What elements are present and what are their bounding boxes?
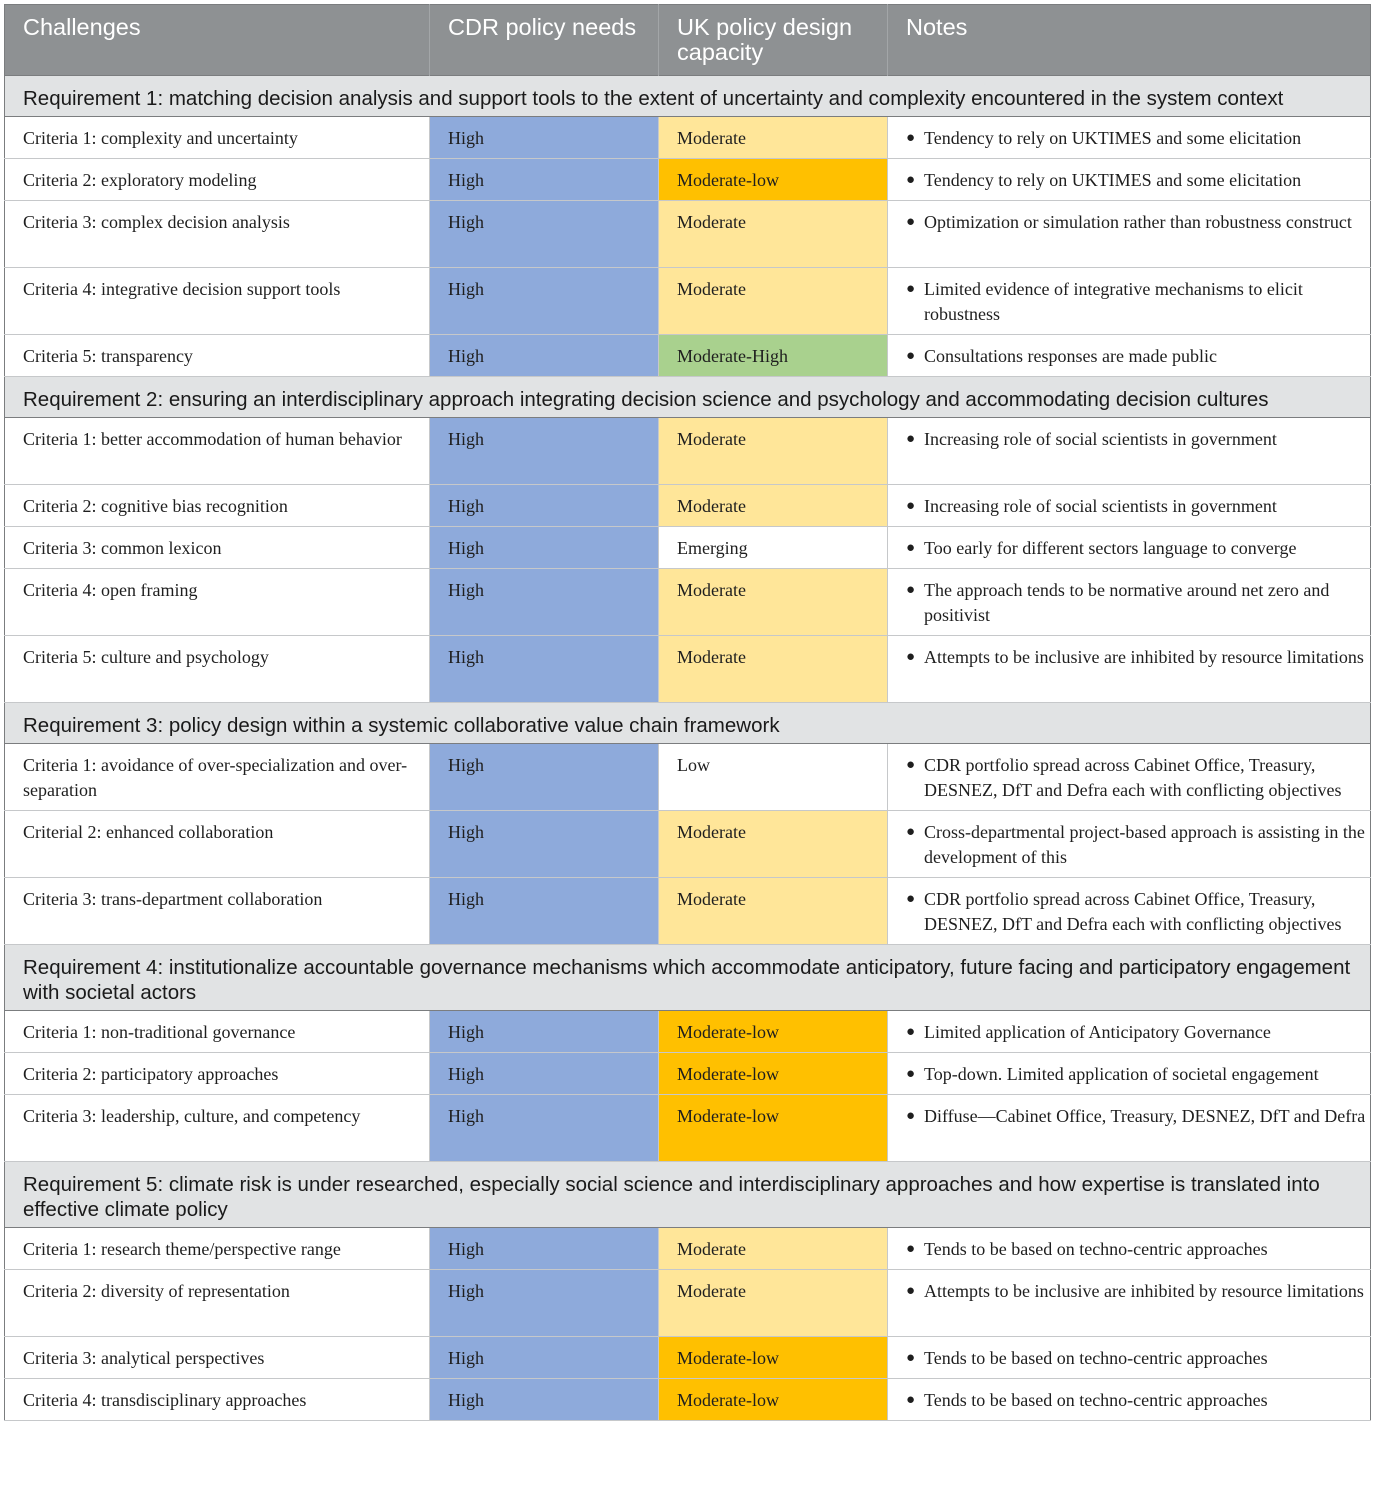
policy-capacity-table: [4, 4, 1371, 1421]
note-text: Increasing role of social scientists in government: [924, 496, 1277, 516]
header-challenges: Challenges: [5, 5, 430, 76]
criteria-cell: Criteria 3: analytical perspectives: [5, 1337, 430, 1379]
capacity-cell: Moderate: [659, 268, 888, 335]
table-row: [5, 811, 1371, 878]
table-row: [5, 1337, 1371, 1379]
notes-cell: [888, 1095, 1371, 1162]
table-row: [5, 335, 1371, 377]
capacity-cell: Moderate-low: [659, 159, 888, 201]
table-row: [5, 1095, 1371, 1162]
table-row: [5, 527, 1371, 569]
requirement-row: [5, 76, 1371, 117]
note-text: Tendency to rely on UKTIMES and some elicitation: [924, 128, 1302, 148]
criteria-cell: Criterial 2: enhanced collaboration: [5, 811, 430, 878]
bullet-icon: ●: [906, 757, 916, 773]
bullet-icon: ●: [906, 498, 916, 514]
note-bullet-item: [906, 1062, 1368, 1087]
bullet-icon: ●: [906, 1066, 916, 1082]
note-bullet-item: [906, 1020, 1368, 1045]
note-text: The approach tends to be normative around net zero and positivist: [924, 580, 1330, 625]
policy-need-cell: High: [430, 744, 659, 811]
header-uk-policy-design-capacity: UK policy design capacity: [659, 5, 888, 76]
note-text: CDR portfolio spread across Cabinet Office, Treasury, DESNEZ, DfT and Defra each with conflicting objectives: [924, 755, 1342, 800]
bullet-icon: ●: [906, 1241, 916, 1257]
table-row: [5, 485, 1371, 527]
capacity-cell: Moderate: [659, 1228, 888, 1270]
note-text: Increasing role of social scientists in government: [924, 429, 1277, 449]
criteria-cell: Criteria 3: common lexicon: [5, 527, 430, 569]
note-bullet-item: [906, 126, 1368, 151]
note-bullet-item: [906, 1237, 1368, 1262]
capacity-cell: Moderate: [659, 569, 888, 636]
table-row: [5, 1011, 1371, 1053]
table-row: [5, 636, 1371, 703]
bullet-icon: ●: [906, 649, 916, 665]
capacity-cell: Moderate: [659, 201, 888, 268]
note-bullet-item: [906, 753, 1368, 803]
note-bullet-item: [906, 1346, 1368, 1371]
capacity-cell: Moderate: [659, 811, 888, 878]
requirement-row: [5, 377, 1371, 418]
table-row: [5, 1379, 1371, 1421]
policy-need-cell: High: [430, 418, 659, 485]
criteria-cell: Criteria 5: transparency: [5, 335, 430, 377]
bullet-icon: ●: [906, 1108, 916, 1124]
notes-cell: [888, 1379, 1371, 1421]
notes-cell: [888, 201, 1371, 268]
requirement-row: [5, 703, 1371, 744]
notes-cell: [888, 811, 1371, 878]
criteria-cell: Criteria 1: non-traditional governance: [5, 1011, 430, 1053]
note-bullet-item: [906, 1104, 1368, 1129]
policy-need-cell: High: [430, 1337, 659, 1379]
criteria-cell: Criteria 2: participatory approaches: [5, 1053, 430, 1095]
table-row: [5, 418, 1371, 485]
criteria-cell: Criteria 1: avoidance of over-specialization and over-separation: [5, 744, 430, 811]
note-bullet-item: [906, 494, 1368, 519]
table-body: [5, 76, 1371, 1421]
notes-cell: [888, 485, 1371, 527]
table-header: [5, 5, 1371, 76]
header-cdr-policy-needs: CDR policy needs: [430, 5, 659, 76]
requirement-title: Requirement 1: matching decision analysis and support tools to the extent of uncertainty and complexity encountered in the system context: [5, 76, 1371, 117]
policy-need-cell: High: [430, 636, 659, 703]
notes-cell: [888, 569, 1371, 636]
note-bullet-item: [906, 168, 1368, 193]
note-bullet-item: [906, 1279, 1368, 1304]
requirement-title: Requirement 3: policy design within a systemic collaborative value chain framework: [5, 703, 1371, 744]
criteria-cell: Criteria 4: integrative decision support tools: [5, 268, 430, 335]
policy-need-cell: High: [430, 201, 659, 268]
capacity-cell: Moderate-low: [659, 1095, 888, 1162]
header-row: [5, 5, 1371, 76]
policy-need-cell: High: [430, 335, 659, 377]
capacity-cell: Moderate-low: [659, 1053, 888, 1095]
capacity-cell: Moderate-High: [659, 335, 888, 377]
bullet-icon: ●: [906, 214, 916, 230]
capacity-cell: Moderate: [659, 117, 888, 159]
capacity-cell: Moderate: [659, 1270, 888, 1337]
note-text: Tends to be based on techno-centric approaches: [924, 1348, 1268, 1368]
bullet-icon: ●: [906, 1350, 916, 1366]
policy-need-cell: High: [430, 1228, 659, 1270]
policy-need-cell: High: [430, 569, 659, 636]
note-bullet-item: [906, 578, 1368, 628]
note-bullet-item: [906, 1388, 1368, 1413]
notes-cell: [888, 117, 1371, 159]
bullet-icon: ●: [906, 281, 916, 297]
capacity-cell: Emerging: [659, 527, 888, 569]
requirement-title: Requirement 4: institutionalize accountable governance mechanisms which accommodate anticipatory, future facing and participatory engagement with societal actors: [5, 945, 1371, 1011]
note-text: Cross-departmental project-based approach is assisting in the development of this: [924, 822, 1365, 867]
policy-need-cell: High: [430, 1095, 659, 1162]
capacity-cell: Moderate: [659, 636, 888, 703]
bullet-icon: ●: [906, 1024, 916, 1040]
requirement-row: [5, 1162, 1371, 1228]
notes-cell: [888, 744, 1371, 811]
requirement-row: [5, 945, 1371, 1011]
policy-need-cell: High: [430, 878, 659, 945]
notes-cell: [888, 159, 1371, 201]
policy-need-cell: High: [430, 1053, 659, 1095]
criteria-cell: Criteria 2: diversity of representation: [5, 1270, 430, 1337]
policy-need-cell: High: [430, 117, 659, 159]
notes-cell: [888, 1011, 1371, 1053]
note-text: Tends to be based on techno-centric approaches: [924, 1239, 1268, 1259]
criteria-cell: Criteria 4: open framing: [5, 569, 430, 636]
capacity-cell: Moderate: [659, 418, 888, 485]
requirement-title: Requirement 2: ensuring an interdisciplinary approach integrating decision science and psychology and accommodating decision cultures: [5, 377, 1371, 418]
criteria-cell: Criteria 1: complexity and uncertainty: [5, 117, 430, 159]
note-bullet-item: [906, 277, 1368, 327]
note-text: Top-down. Limited application of societal engagement: [924, 1064, 1319, 1084]
bullet-icon: ●: [906, 172, 916, 188]
bullet-icon: ●: [906, 431, 916, 447]
bullet-icon: ●: [906, 540, 916, 556]
bullet-icon: ●: [906, 1392, 916, 1408]
policy-need-cell: High: [430, 485, 659, 527]
note-bullet-item: [906, 887, 1368, 937]
notes-cell: [888, 1228, 1371, 1270]
capacity-cell: Moderate-low: [659, 1337, 888, 1379]
notes-cell: [888, 527, 1371, 569]
note-text: Tendency to rely on UKTIMES and some elicitation: [924, 170, 1302, 190]
table-row: [5, 878, 1371, 945]
capacity-cell: Moderate: [659, 485, 888, 527]
criteria-cell: Criteria 4: transdisciplinary approaches: [5, 1379, 430, 1421]
criteria-cell: Criteria 2: cognitive bias recognition: [5, 485, 430, 527]
note-text: Tends to be based on techno-centric approaches: [924, 1390, 1268, 1410]
note-text: Attempts to be inclusive are inhibited by resource limitations: [924, 1281, 1364, 1301]
note-bullet-item: [906, 427, 1368, 452]
header-notes: Notes: [888, 5, 1371, 76]
table-row: [5, 1228, 1371, 1270]
policy-need-cell: High: [430, 527, 659, 569]
criteria-cell: Criteria 5: culture and psychology: [5, 636, 430, 703]
notes-cell: [888, 1053, 1371, 1095]
table-row: [5, 1053, 1371, 1095]
criteria-cell: Criteria 1: better accommodation of human behavior: [5, 418, 430, 485]
policy-need-cell: High: [430, 811, 659, 878]
notes-cell: [888, 418, 1371, 485]
bullet-icon: ●: [906, 130, 916, 146]
note-text: Limited evidence of integrative mechanisms to elicit robustness: [924, 279, 1303, 324]
capacity-cell: Moderate-low: [659, 1011, 888, 1053]
criteria-cell: Criteria 3: leadership, culture, and competency: [5, 1095, 430, 1162]
requirement-title: Requirement 5: climate risk is under researched, especially social science and interdisciplinary approaches and how expertise is translated into effective climate policy: [5, 1162, 1371, 1228]
note-text: Attempts to be inclusive are inhibited by resource limitations: [924, 647, 1364, 667]
criteria-cell: Criteria 2: exploratory modeling: [5, 159, 430, 201]
note-text: Optimization or simulation rather than robustness construct: [924, 212, 1352, 232]
bullet-icon: ●: [906, 824, 916, 840]
table-row: [5, 569, 1371, 636]
table-row: [5, 1270, 1371, 1337]
note-bullet-item: [906, 344, 1368, 369]
capacity-cell: Moderate-low: [659, 1379, 888, 1421]
note-bullet-item: [906, 536, 1368, 561]
notes-cell: [888, 636, 1371, 703]
capacity-cell: Low: [659, 744, 888, 811]
note-bullet-item: [906, 645, 1368, 670]
bullet-icon: ●: [906, 1283, 916, 1299]
table-row: [5, 117, 1371, 159]
notes-cell: [888, 1337, 1371, 1379]
note-bullet-item: [906, 820, 1368, 870]
notes-cell: [888, 268, 1371, 335]
policy-need-cell: High: [430, 1011, 659, 1053]
note-bullet-item: [906, 210, 1368, 235]
policy-need-cell: High: [430, 268, 659, 335]
bullet-icon: ●: [906, 891, 916, 907]
policy-need-cell: High: [430, 1270, 659, 1337]
table-row: [5, 268, 1371, 335]
notes-cell: [888, 1270, 1371, 1337]
note-text: CDR portfolio spread across Cabinet Office, Treasury, DESNEZ, DfT and Defra each with conflicting objectives: [924, 889, 1342, 934]
bullet-icon: ●: [906, 348, 916, 364]
criteria-cell: Criteria 1: research theme/perspective range: [5, 1228, 430, 1270]
capacity-cell: Moderate: [659, 878, 888, 945]
note-text: Diffuse—Cabinet Office, Treasury, DESNEZ, DfT and Defra: [924, 1106, 1366, 1126]
table-row: [5, 159, 1371, 201]
criteria-cell: Criteria 3: trans-department collaboration: [5, 878, 430, 945]
notes-cell: [888, 335, 1371, 377]
criteria-cell: Criteria 3: complex decision analysis: [5, 201, 430, 268]
table-row: [5, 201, 1371, 268]
note-text: Too early for different sectors language to converge: [924, 538, 1297, 558]
table-row: [5, 744, 1371, 811]
policy-need-cell: High: [430, 159, 659, 201]
bullet-icon: ●: [906, 582, 916, 598]
notes-cell: [888, 878, 1371, 945]
note-text: Limited application of Anticipatory Governance: [924, 1022, 1271, 1042]
policy-need-cell: High: [430, 1379, 659, 1421]
note-text: Consultations responses are made public: [924, 346, 1217, 366]
